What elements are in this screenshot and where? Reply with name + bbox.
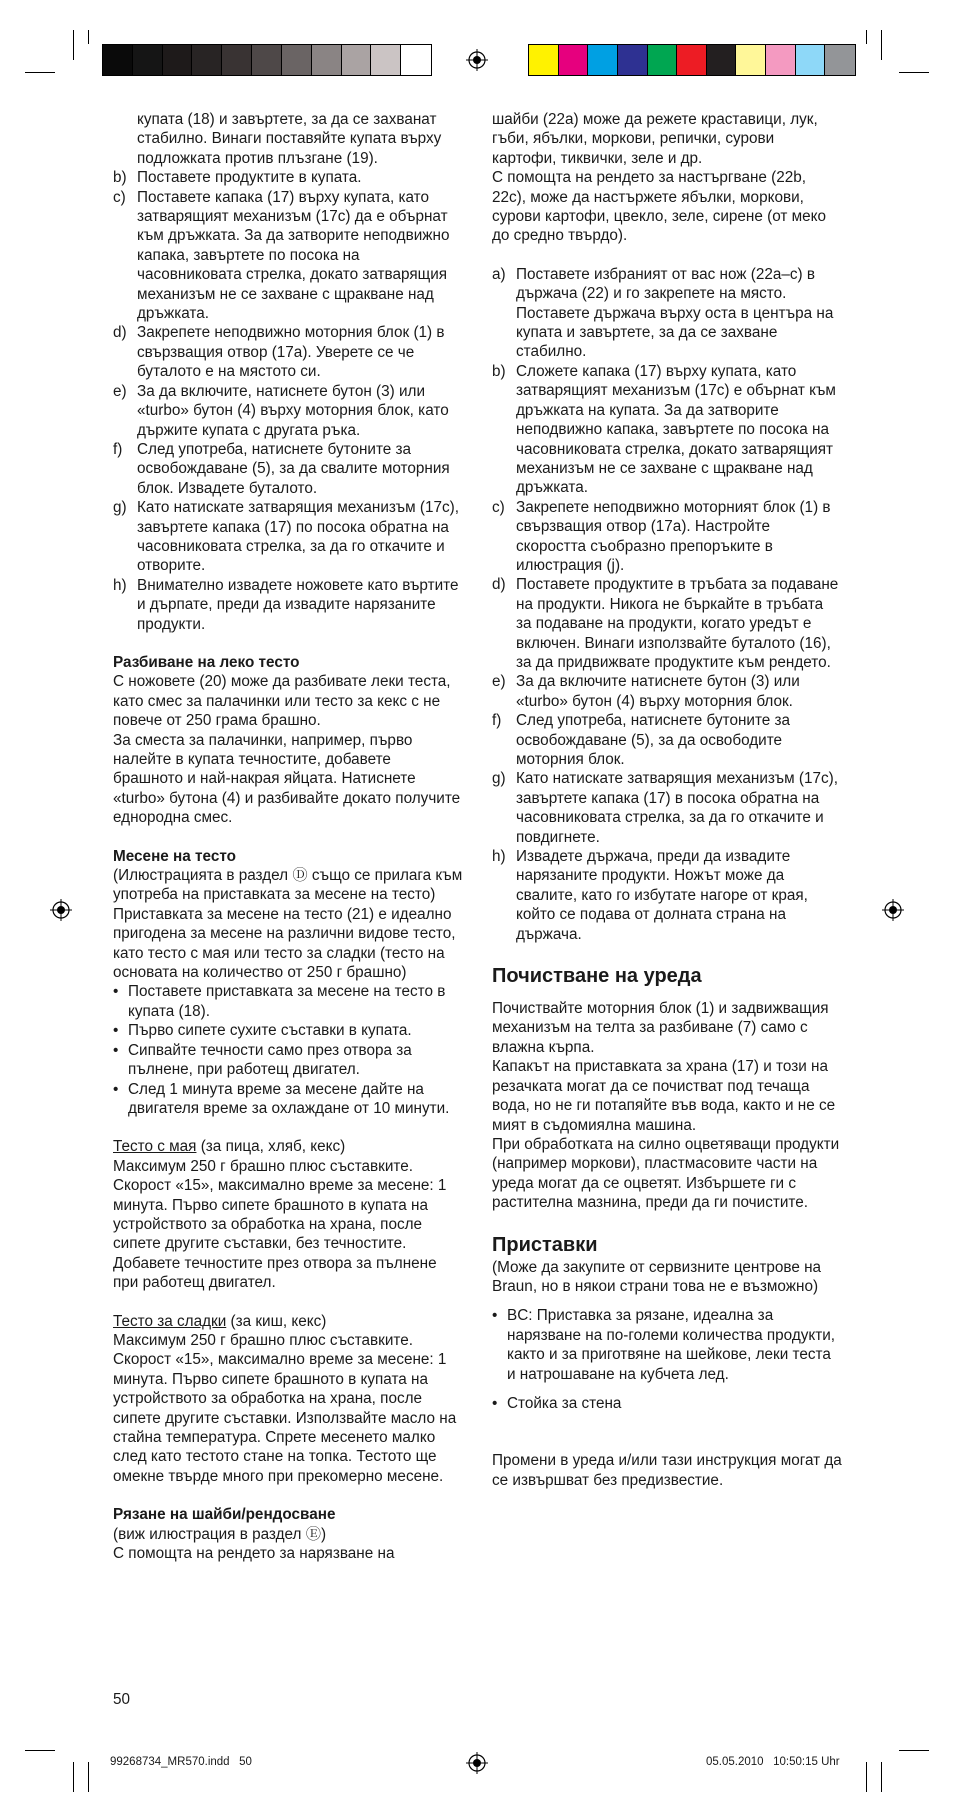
section-heading: Месене на тесто bbox=[113, 847, 236, 865]
color-swatch bbox=[796, 45, 826, 75]
crop-mark bbox=[866, 1762, 867, 1792]
list-item bbox=[113, 188, 463, 324]
bullet-text: Стойка за стена bbox=[507, 1394, 622, 1412]
list-item bbox=[492, 847, 842, 944]
paragraph: С помощта на рендето за настъргване (22b, 22c), може да настържете ябълки, моркови, сурови картофи, цвекло, зеле, сирене (от меко до средно твърдо). bbox=[492, 169, 827, 245]
subheading-note: (за киш, кекс) bbox=[226, 1312, 327, 1330]
section-heading: Почистване на уреда bbox=[492, 965, 702, 988]
paragraph bbox=[113, 1312, 463, 1331]
list-text: Като натискате затварящия механизъм (17c), завъртете капака (17) в посока обратна на часовниковата стрелка, за да го откачите и повдигнете. bbox=[516, 770, 838, 846]
paragraph: купата (18) и завъртете, за да се захванат стабилно. Винаги поставяйте купата върху подложката против плъзгане (19). bbox=[137, 111, 442, 167]
bullet-icon: • bbox=[492, 1307, 498, 1325]
paragraph: Максимум 250 г брашно плюс съставките. Скорост «15», максимално време за месене: 1 минута. Първо сипете брашното в купата на устройството за обработка на храна, после сипете другите съставки, без течностите. Добавете течностите през отвора за пълнене при работещ двигател. bbox=[113, 1157, 447, 1292]
paragraph: (Може да закупите от сервизните центрове на Braun, но в някои страни това не е възможно) bbox=[492, 1258, 822, 1295]
paragraph: шайби (22a) може да режете краставици, лук, гъби, ябълки, моркови, репички, сурови картофи, тиквички, зеле и др. bbox=[492, 111, 818, 167]
footer-timestamp: 05.05.2010 10:50:15 Uhr bbox=[706, 1756, 840, 1768]
paragraph: (Илюстрацията в раздел Ⓓ също се прилага към употреба на приставката за месене на тесто) bbox=[113, 867, 463, 904]
list-text: За да включите натиснете бутон (3) или «turbo» бутон (4) върху моторния блок. bbox=[516, 673, 800, 710]
list-marker: d) bbox=[113, 324, 127, 342]
bullet-item bbox=[492, 1306, 842, 1384]
paragraph: Максимум 250 г брашно плюс съставките. Скорост «15», максимално време за месене: 1 минута. Първо сипете брашното в купата на устройството за обработка на храна, после сипете другите съставки. Използвайте масло на стайна температура. Спрете месенето малко след като тестото стане на топка. Тестото ще омекне твърде много при прекомерно месене. bbox=[113, 1331, 457, 1485]
crop-mark bbox=[881, 1762, 882, 1792]
gray-swatch bbox=[163, 45, 193, 75]
process-color-bar bbox=[528, 44, 856, 76]
crop-mark bbox=[866, 30, 867, 44]
page-number: 50 bbox=[113, 1691, 131, 1708]
registration-mark-icon bbox=[882, 899, 904, 921]
bullet-icon: • bbox=[113, 1022, 119, 1040]
gray-swatch bbox=[342, 45, 372, 75]
color-swatch bbox=[677, 45, 707, 75]
crop-mark bbox=[88, 1762, 89, 1792]
bullet-item bbox=[492, 1394, 842, 1413]
list-item bbox=[492, 769, 842, 847]
list-text: Като натискате затварящия механизъм (17c), завъртете капака (17) по посока обратна на часовниковата стрелка, за да го откачите и отворите. bbox=[137, 499, 459, 575]
color-swatch bbox=[825, 45, 855, 75]
list-item bbox=[113, 168, 463, 187]
color-swatch bbox=[559, 45, 589, 75]
list-text: Извадете държача, преди да извадите нарязаните продукти. Ножът може да свалите, като го избутате нагоре от края, който се подава от долната страна на държача. bbox=[516, 848, 808, 943]
subheading: Тесто с мая bbox=[113, 1138, 197, 1156]
section-heading: Разбиване на леко тесто bbox=[113, 653, 300, 671]
list-item bbox=[113, 576, 463, 634]
list-text: Внимателно извадете ножовете като въртите и дърпате, преди да извадите нарязаните продукти. bbox=[137, 576, 459, 633]
bullet-icon: • bbox=[113, 1041, 119, 1059]
paragraph: (виж илюстрация в раздел Ⓔ) bbox=[113, 1525, 327, 1543]
list-marker: f) bbox=[113, 440, 123, 458]
paragraph: С помощта на рендето за нарязване на bbox=[113, 1545, 395, 1563]
gray-swatch bbox=[133, 45, 163, 75]
list-marker: b) bbox=[492, 362, 506, 380]
bullet-item bbox=[113, 1021, 463, 1040]
list-marker: a) bbox=[492, 265, 506, 283]
list-item bbox=[492, 711, 842, 769]
subheading: Тесто за сладки bbox=[113, 1312, 227, 1330]
list-marker: c) bbox=[492, 498, 505, 516]
registration-mark-icon bbox=[466, 1752, 488, 1774]
bullet-item bbox=[113, 1080, 463, 1119]
gray-color-bar bbox=[102, 44, 432, 76]
subheading-note: (за пица, хляб, кекс) bbox=[196, 1138, 346, 1156]
list-text: Поставете избраният от вас нож (22a–c) в държача (22) и го закрепете на място. Поставете държача върху оста в центъра на купата и завъртете, за да се захване стабилно. bbox=[516, 265, 834, 361]
bullet-text: BC: Приставка за рязане, идеална за нарязване на по-големи количества продукти, както и за приготвяне на шейкове, леки теста и натрошаване на кубчета лед. bbox=[507, 1307, 836, 1383]
crop-mark bbox=[881, 30, 882, 60]
bullet-item bbox=[113, 1041, 463, 1080]
list-marker: h) bbox=[492, 848, 506, 866]
gray-swatch bbox=[222, 45, 252, 75]
list-marker: g) bbox=[492, 770, 506, 788]
list-text: Поставете капака (17) върху купата, като затварящият механизъм (17c) да е обърнат към дръжката. За да затворите неподвижно капака, завъртете по посока на часовниковата стрелка, докато затварящия механизъм не се захване с щракване над дръжката. bbox=[137, 188, 450, 323]
crop-mark bbox=[73, 1762, 74, 1792]
section-heading: Приставки bbox=[492, 1233, 598, 1256]
gray-swatch bbox=[312, 45, 342, 75]
registration-mark-icon bbox=[50, 899, 72, 921]
list-item bbox=[492, 498, 842, 576]
bullet-item bbox=[113, 982, 463, 1021]
list-marker: c) bbox=[113, 188, 126, 206]
list-item bbox=[492, 672, 842, 711]
gray-swatch bbox=[103, 45, 133, 75]
list-marker: h) bbox=[113, 576, 127, 594]
list-text: След употреба, натиснете бутоните за освобождаване (5), за да освободите моторния блок. bbox=[516, 712, 791, 768]
crop-mark bbox=[25, 1750, 55, 1751]
color-swatch bbox=[588, 45, 618, 75]
list-text: Поставете продуктите в тръбата за подаване на продукти. Никога не бъркайте в тръбата за подаване на продукти, когато уредът е включен. Винаги използвайте буталото (16), за да придвижвате продуктите към рендето. bbox=[516, 576, 839, 671]
gray-swatch bbox=[252, 45, 282, 75]
disclaimer: Промени в уреда и/или тази инструкция могат да се извършват без предизвестие. bbox=[492, 1452, 842, 1489]
section-heading: Рязане на шайби/рендосване bbox=[113, 1506, 336, 1524]
crop-mark bbox=[88, 30, 89, 44]
color-swatch bbox=[766, 45, 796, 75]
instruction-list bbox=[492, 265, 842, 944]
list-text: Закрепете неподвижно моторният блок (1) в свързващия отвор (17a). Настройте скоростта съобразно препоръките в илюстрация (j). bbox=[516, 498, 831, 574]
list-item bbox=[492, 575, 842, 672]
footer-file-name: 99268734_MR570.indd 50 bbox=[110, 1756, 252, 1768]
color-swatch bbox=[736, 45, 766, 75]
bullet-icon: • bbox=[113, 1080, 119, 1098]
gray-swatch bbox=[282, 45, 312, 75]
list-marker: e) bbox=[113, 382, 127, 400]
color-swatch bbox=[707, 45, 737, 75]
paragraph bbox=[113, 1137, 463, 1156]
list-item bbox=[113, 323, 463, 381]
list-marker: e) bbox=[492, 673, 506, 691]
color-swatch bbox=[648, 45, 678, 75]
gray-swatch bbox=[192, 45, 222, 75]
gray-swatch bbox=[401, 45, 431, 75]
list-text: Сложете капака (17) върху купата, като затварящият механизъм (17c) е обърнат към дръжката на купата. За да затворите неподвижно капака, завъртете по посока на часовниковата стрелка, докато затварящият механизъм не се захване с щракване над дръжката. bbox=[516, 362, 836, 497]
list-item bbox=[492, 362, 842, 498]
paragraph: С ножовете (20) може да разбивате леки теста, като смес за палачинки или тесто за кекс с не повече от 250 грама брашно. bbox=[113, 673, 451, 730]
list-text: Закрепете неподвижно моторния блок (1) в свързващия отвор (17a). Уверете се че буталото е на мястото си. bbox=[137, 324, 445, 381]
registration-mark-icon bbox=[466, 49, 488, 71]
bullet-text: Поставете приставката за месене на тесто в купата (18). bbox=[128, 983, 446, 1020]
list-item bbox=[113, 440, 463, 498]
paragraph: За сместа за палачинки, например, първо налейте в купата течностите, добавете брашното и най-накрая яйцата. Натиснете «turbo» бутона (4) и разбивайте докато получите еднородна смес. bbox=[113, 731, 461, 827]
list-item bbox=[492, 265, 842, 362]
bullet-icon: • bbox=[113, 983, 119, 1001]
list-item bbox=[113, 382, 463, 440]
bullet-text: Сипвайте течности само през отвора за пълнене, при работещ двигател. bbox=[128, 1041, 412, 1079]
paragraph: При обработката на силно оцветяващи продукти (например моркови), пластмасовите части на уреда могат да се оцветят. Избършете ги с растителна мазнина, преди да ги почистите. bbox=[492, 1135, 840, 1212]
list-text: Поставете продуктите в купата. bbox=[137, 169, 362, 187]
bullet-icon: • bbox=[492, 1394, 498, 1412]
bullet-list bbox=[113, 982, 463, 1118]
crop-mark bbox=[73, 30, 74, 60]
list-marker: b) bbox=[113, 169, 127, 187]
bullet-text: След 1 минута време за месене дайте на двигателя време за охлаждане от 10 минути. bbox=[128, 1080, 450, 1117]
instruction-list bbox=[113, 168, 463, 634]
list-marker: g) bbox=[113, 499, 127, 517]
paragraph: Приставката за месене на тесто (21) е идеално пригодена за месене на различни видове тесто, като тесто с мая или тесто за сладки (тесто на основата на количество от 250 г брашно) bbox=[113, 905, 456, 982]
list-text: След употреба, натиснете бутоните за освобождаване (5), за да свалите моторния блок. Извадете буталото. bbox=[137, 440, 450, 497]
list-text: За да включите, натиснете бутон (3) или «turbo» бутон (4) върху моторния блок, като държите купата с другата ръка. bbox=[137, 382, 449, 439]
paragraph: Почиствайте моторния блок (1) и задвижващия механизъм на телта за разбиване (7) само с влажна кърпа. bbox=[492, 1000, 829, 1056]
paragraph: Капакът на приставката за храна (17) и този на резачката могат да се почистват под течаща вода, но не ги потапяйте във вода, както и не се мият в съдомиялна машина. bbox=[492, 1058, 836, 1134]
bullet-text: Първо сипете сухите съставки в купата. bbox=[128, 1022, 412, 1040]
crop-mark bbox=[899, 72, 929, 73]
left-column bbox=[113, 110, 463, 1563]
color-swatch bbox=[618, 45, 648, 75]
crop-mark bbox=[899, 1750, 929, 1751]
color-swatch bbox=[529, 45, 559, 75]
right-column bbox=[492, 110, 842, 1490]
list-marker: f) bbox=[492, 712, 502, 730]
list-item bbox=[113, 498, 463, 576]
bullet-list bbox=[492, 1306, 842, 1413]
list-marker: d) bbox=[492, 576, 506, 594]
gray-swatch bbox=[371, 45, 401, 75]
crop-mark bbox=[25, 72, 55, 73]
